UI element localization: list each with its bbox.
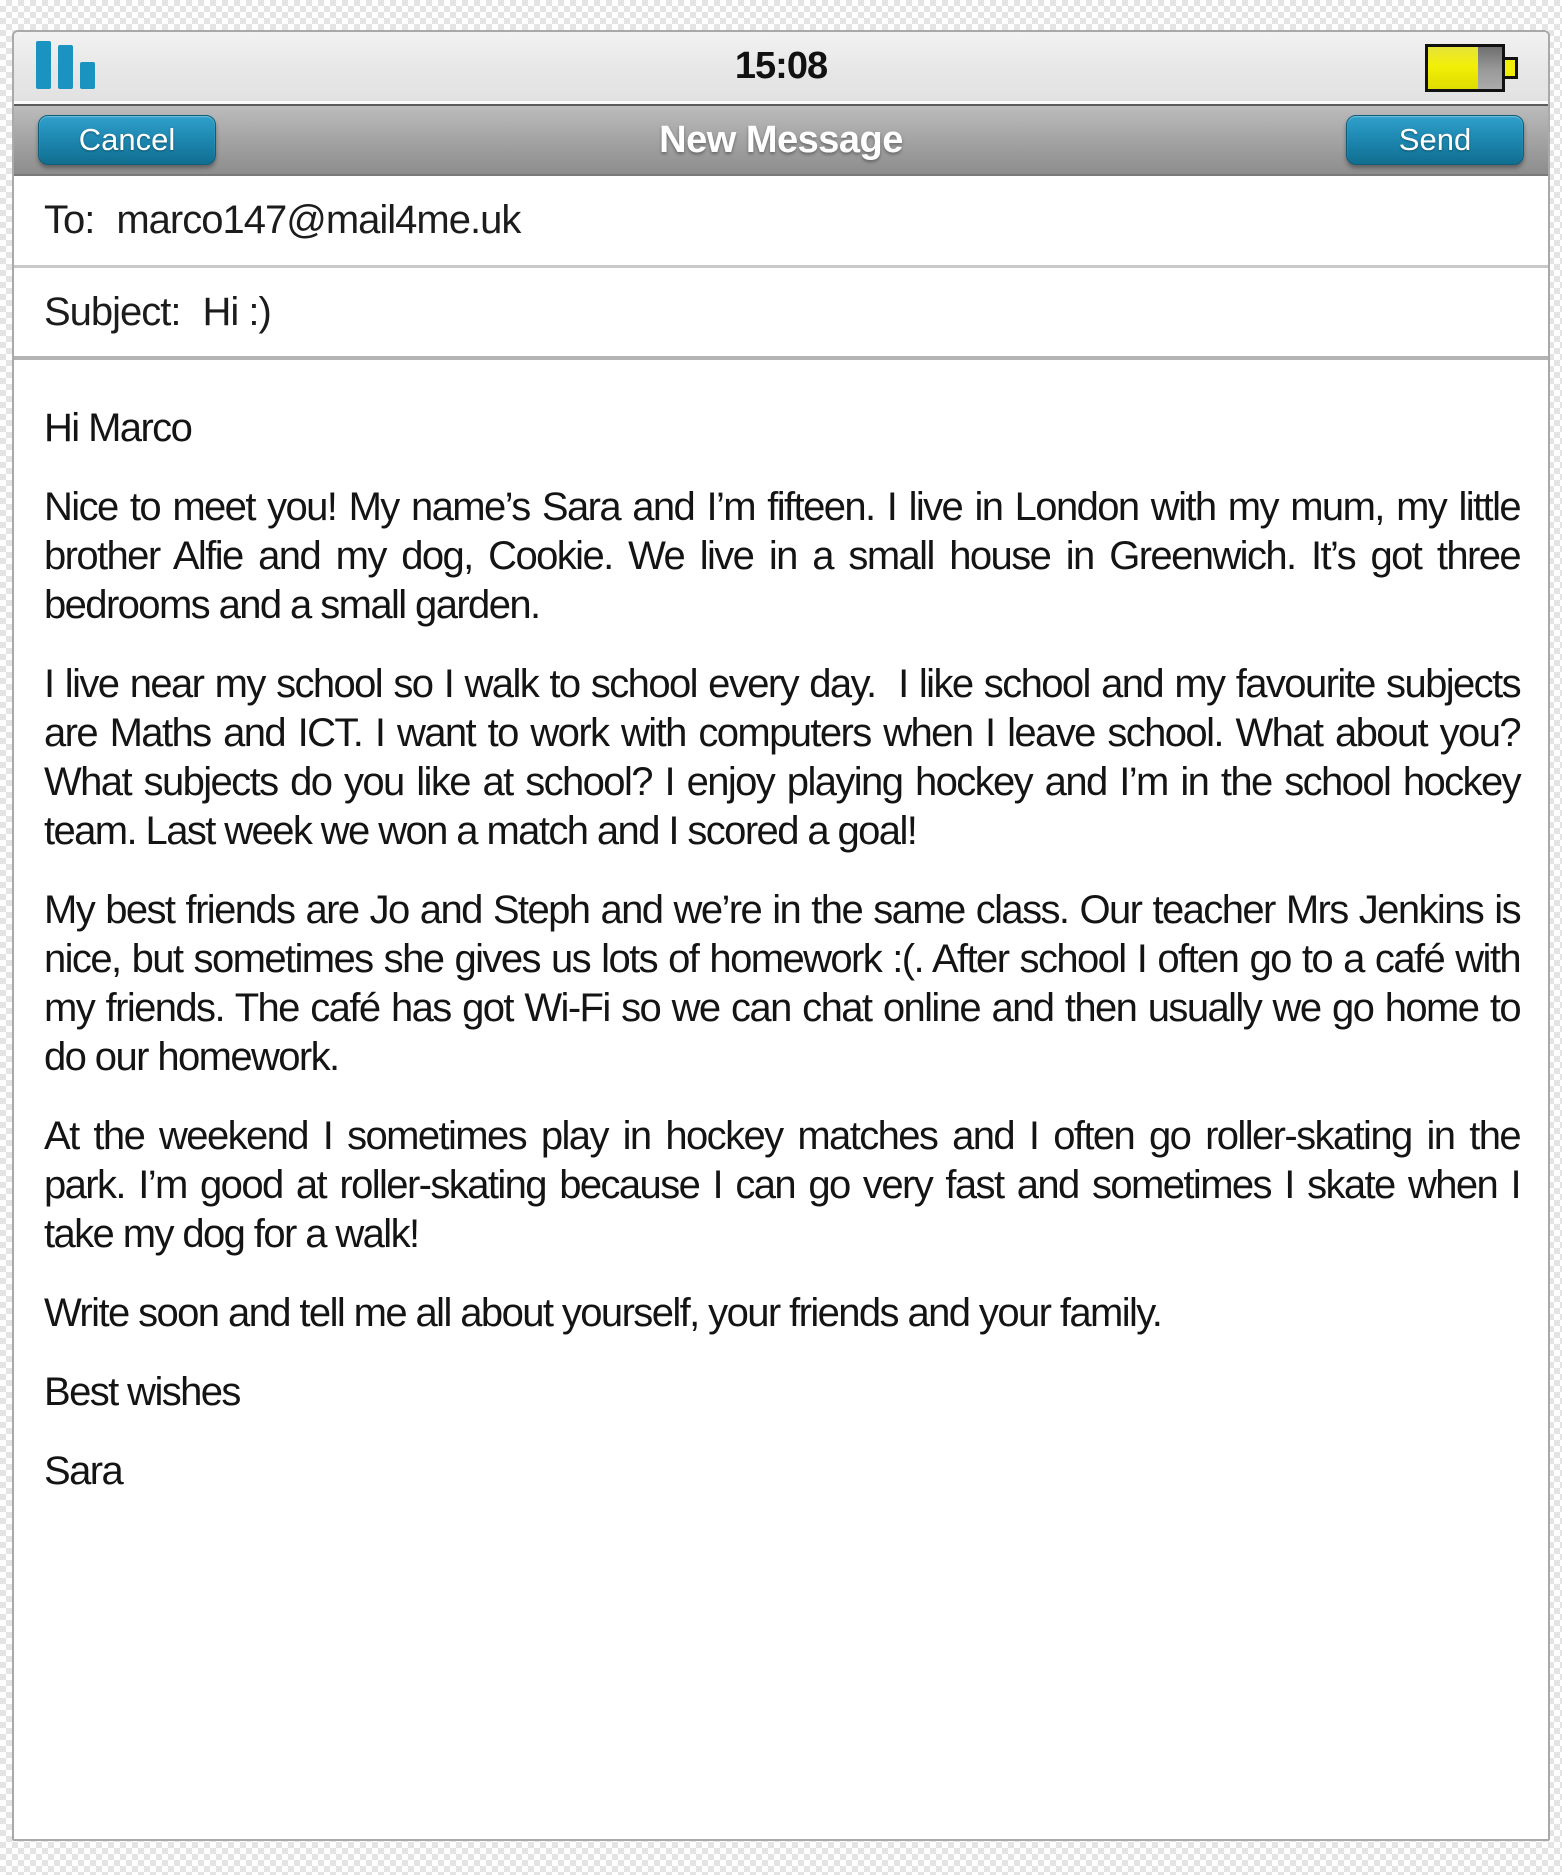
subject-value: Hi :) [202,289,271,334]
body-paragraph: My best friends are Jo and Steph and we’re in the same class. Our teacher Mrs Jenkins is nice, but sometimes she gives us lots of homework :(. After school I often go to a café with my friends. The café has got Wi-Fi so we can chat online and then usually we go home to do our homework. [44,888,1530,1079]
to-value: marco147@mail4me.uk [116,198,521,242]
to-label: To: [44,198,95,242]
body-paragraph: Best wishes [44,1370,240,1414]
email-app-window [12,30,1550,1841]
to-field[interactable] [14,176,1548,268]
message-body[interactable] [14,360,1548,1839]
cancel-button[interactable]: Cancel [38,115,216,165]
status-bar [14,32,1548,104]
body-paragraph: Sara [44,1449,123,1493]
page-title: New Message [659,118,903,161]
nav-bar [14,104,1548,176]
body-paragraph: Nice to meet you! My name’s Sara and I’m fifteen. I live in London with my mum, my little brother Alfie and my dog, Cookie. We live in a small house in Greenwich. It’s got three bedrooms and a small garden. [44,485,1530,627]
battery-terminal [1505,57,1518,79]
battery-fill [1428,47,1478,89]
body-paragraph: At the weekend I sometimes play in hockey matches and I often go roller-skating in the park. I’m good at roller-skating because I can go very fast and sometimes I skate when I take my dog for a walk! [44,1114,1530,1256]
status-time: 15:08 [734,45,828,87]
subject-field[interactable] [14,268,1548,360]
body-paragraph: Write soon and tell me all about yourself, your friends and your family. [44,1291,1162,1335]
battery-icon [1425,44,1518,92]
body-paragraph: Hi Marco [44,406,192,450]
send-button[interactable]: Send [1346,115,1524,165]
body-paragraph: I live near my school so I walk to school every day. I like school and my favourite subjects are Maths and ICT. I want to work with computers when I leave school. What about you? What subjects do you like at school? I enjoy playing hockey and I’m in the school hockey team. Last week we won a match and I scored a goal! [44,662,1530,853]
subject-label: Subject: [44,289,181,334]
signal-strength-icon [36,41,95,89]
